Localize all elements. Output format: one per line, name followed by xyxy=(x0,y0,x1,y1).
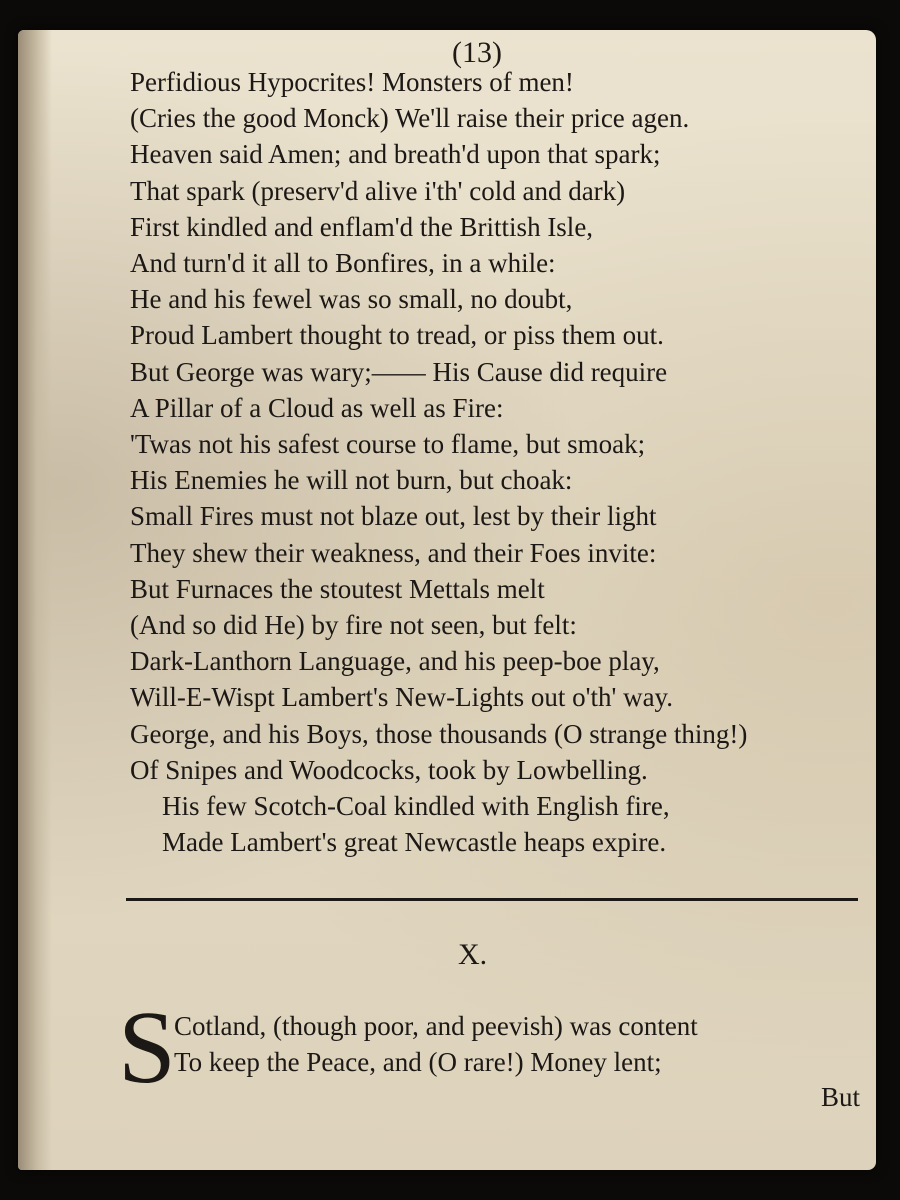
verse-line: First kindled and enflam'd the Brittish Isle, xyxy=(130,211,594,242)
verse-block xyxy=(130,64,860,860)
verse-line: Heaven said Amen; and breath'd upon that spark; xyxy=(130,139,661,170)
verse-line: Of Snipes and Woodcocks, took by Lowbelling. xyxy=(130,754,648,785)
verse-line: Dark-Lanthorn Language, and his peep-boe play, xyxy=(130,646,660,677)
verse-line: But George was wary;—— His Cause did require xyxy=(130,356,668,387)
verse-line: But Furnaces the stoutest Mettals melt xyxy=(130,573,545,604)
verse-line: 'Twas not his safest course to flame, but smoak; xyxy=(130,429,646,460)
verse-line: George, and his Boys, those thousands (O strange thing!) xyxy=(130,718,748,749)
verse-line: Small Fires must not blaze out, lest by their light xyxy=(130,501,657,532)
verse-line: (And so did He) by fire not seen, but felt: xyxy=(130,610,577,641)
verse-line: That spark (preserv'd alive i'th' cold and dark) xyxy=(130,175,626,206)
verse-line: A Pillar of a Cloud as well as Fire: xyxy=(130,392,504,423)
page-gutter-shadow xyxy=(18,30,52,1170)
section-number: X. xyxy=(458,938,488,971)
stanza-block xyxy=(174,1008,698,1080)
catchword: But xyxy=(820,1082,860,1112)
verse-line: His Enemies he will not burn, but choak: xyxy=(130,465,573,496)
verse-line: Will-E-Wispt Lambert's New-Lights out o'th' way. xyxy=(130,682,674,713)
verse-line: Perfidious Hypocrites! Monsters of men! xyxy=(130,67,574,97)
drop-cap: S xyxy=(118,990,176,1105)
verse-line: His few Scotch-Coal kindled with English fire, xyxy=(162,791,670,822)
section-divider xyxy=(126,898,858,901)
stanza-line: Cotland, (though poor, and peevish) was content xyxy=(174,1011,698,1041)
verse-line: And turn'd it all to Bonfires, in a while: xyxy=(130,248,556,279)
verse-line: They shew their weakness, and their Foes invite: xyxy=(130,537,657,568)
verse-line: Proud Lambert thought to tread, or piss them out. xyxy=(130,320,664,351)
page-number: (13) xyxy=(452,36,502,69)
stanza-line: To keep the Peace, and (O rare!) Money lent; xyxy=(174,1047,662,1077)
verse-line: He and his fewel was so small, no doubt, xyxy=(130,284,573,315)
book-page xyxy=(18,30,876,1170)
verse-line: Made Lambert's great Newcastle heaps expire. xyxy=(162,827,667,858)
verse-line: (Cries the good Monck) We'll raise their price agen. xyxy=(130,103,690,134)
